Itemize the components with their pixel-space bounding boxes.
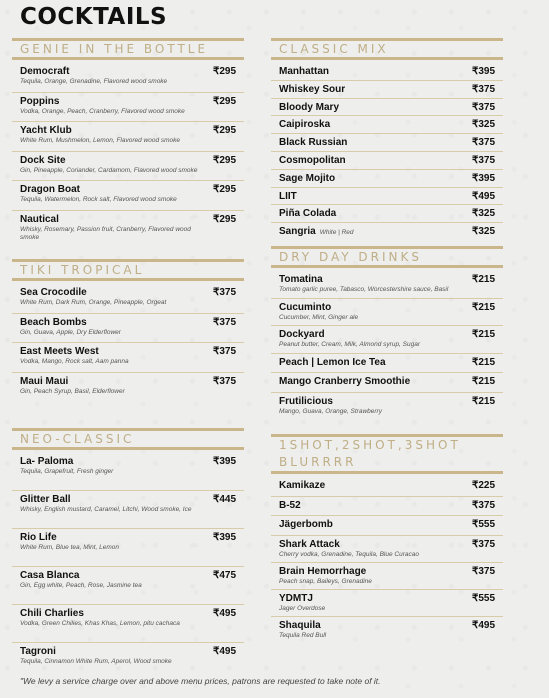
item-description: Cucumber, Mint, Ginger ale <box>279 313 359 321</box>
item-name: B-52 <box>279 499 301 511</box>
menu-item <box>271 223 503 241</box>
item-name: Maui Maui <box>20 375 69 387</box>
menu-item-row <box>20 607 236 620</box>
menu-item <box>271 299 503 327</box>
item-price: ₹375 <box>212 346 236 357</box>
item-price: ₹375 <box>471 137 495 149</box>
menu-item <box>271 152 503 170</box>
item-name: Tagroni <box>20 646 56 657</box>
menu-item <box>12 605 244 643</box>
item-name: LIIT <box>279 190 297 202</box>
item-price: ₹215 <box>471 329 495 340</box>
section-heading: 1SHOT,2SHOT,3SHOT BLURRRR <box>271 434 503 474</box>
item-name: Cosmopolitan <box>279 154 346 166</box>
item-price: ₹375 <box>471 154 495 166</box>
item-name: Whiskey Sour <box>279 83 346 95</box>
item-price: ₹375 <box>471 565 495 577</box>
menu-item-row <box>279 328 495 341</box>
menu-item <box>12 122 244 152</box>
menu-item-row <box>279 273 495 286</box>
menu-section-tiki <box>12 259 244 402</box>
menu-item-row <box>20 455 236 468</box>
item-description: Vodka, Mango, Rock salt, Aam panna <box>20 358 129 365</box>
item-name: La- Paloma <box>20 456 74 467</box>
section-heading: DRY DAY DRINKS <box>271 246 503 268</box>
item-price: ₹395 <box>471 172 495 184</box>
menu-section-classic <box>271 38 503 241</box>
item-description: Jager Overdose <box>279 604 326 612</box>
item-price: ₹375 <box>212 316 236 328</box>
item-price: ₹495 <box>471 619 495 631</box>
menu-item-row <box>279 101 495 114</box>
item-price: ₹375 <box>471 83 495 95</box>
item-name: Mango Cranberry Smoothie <box>279 376 411 387</box>
item-name: Rio Life <box>20 532 57 543</box>
menu-item-row <box>279 592 495 605</box>
menu-item-row <box>279 136 495 149</box>
menu-item <box>271 188 503 206</box>
menu-item-row <box>20 316 236 329</box>
menu-item <box>12 93 244 123</box>
item-name: Frutilicious <box>279 395 333 407</box>
menu-item <box>271 477 503 497</box>
item-name: Peach | Lemon Ice Tea <box>279 356 386 368</box>
item-name: Dragon Boat <box>20 184 80 195</box>
section-heading: TIKI TROPICAL <box>12 259 244 281</box>
menu-item <box>271 563 503 590</box>
menu-item <box>12 211 244 241</box>
item-name: Dock Site <box>20 154 66 166</box>
section-heading: CLASSIC MIX <box>271 38 503 60</box>
item-description: Gin, Guava, Apple, Dry Elderflower <box>20 328 121 336</box>
menu-section-genie <box>12 38 244 240</box>
item-price: ₹555 <box>471 519 495 530</box>
item-name: Jägerbomb <box>279 519 333 530</box>
item-price: ₹495 <box>212 646 236 657</box>
menu-section-shot <box>271 434 503 644</box>
menu-item-row <box>20 154 236 167</box>
item-description: Tequila, Orange, Grenadine, Flavored wood smoke <box>20 78 168 85</box>
menu-item-row <box>20 645 236 658</box>
service-charge-note: "We levy a service charge over and above menu prices, patrons are requested to take note of it. <box>20 676 381 686</box>
menu-item <box>12 284 244 314</box>
item-name: Shark Attack <box>279 538 340 550</box>
item-description: Gin, Pineapple, Coriander, Cardamom, Flavored wood smoke <box>20 166 198 174</box>
menu-item-row <box>279 538 495 551</box>
item-description: Tequila, Cinnamon White Rum, Aperol, Wood smoke <box>20 658 172 665</box>
item-name: Manhattan <box>279 66 329 77</box>
menu-item <box>271 116 503 134</box>
menu-item <box>12 373 244 403</box>
item-price: ₹295 <box>212 125 236 136</box>
item-name: Shaquila <box>279 619 321 631</box>
menu-item-row <box>279 565 495 578</box>
item-price: ₹495 <box>212 608 236 619</box>
item-name: East Meets West <box>20 346 99 357</box>
item-price: ₹325 <box>471 208 495 220</box>
menu-item <box>271 63 503 81</box>
menu-item <box>271 617 503 644</box>
item-price: ₹395 <box>212 532 236 543</box>
item-description: Peach snap, Baileys, Grenadine <box>279 577 372 585</box>
item-name: Sage Mojito <box>279 172 336 184</box>
menu-item-row <box>279 301 495 314</box>
item-price: ₹395 <box>471 66 495 77</box>
menu-item <box>271 354 503 374</box>
item-name: Piña Colada <box>279 208 337 220</box>
item-name: Dockyard <box>279 329 325 340</box>
menu-item-row <box>279 375 495 388</box>
item-name: Brain Hemorrhage <box>279 565 367 577</box>
menu-item-row <box>20 183 236 196</box>
item-name: Democraft <box>20 66 70 77</box>
menu-item-row <box>279 479 495 492</box>
item-variant: White | Red <box>319 229 354 237</box>
menu-item-row <box>279 518 495 531</box>
item-description: Tequila, Watermelon, Rock salt, Flavored wood smoke <box>20 196 177 203</box>
item-name: Glitter Ball <box>20 494 71 505</box>
item-name: Cucuminto <box>279 301 332 313</box>
item-price: ₹375 <box>212 375 236 387</box>
item-price: ₹375 <box>471 538 495 550</box>
menu-item-row <box>20 345 236 358</box>
menu-item-row <box>20 286 236 299</box>
menu-item-row <box>279 395 495 408</box>
menu-item <box>12 152 244 182</box>
item-price: ₹295 <box>212 184 236 195</box>
item-price: ₹395 <box>212 456 236 467</box>
item-description: Whisky, Rosemary, Passion fruit, Cranberry, Flavored wood smoke <box>20 225 191 241</box>
item-price: ₹295 <box>212 154 236 166</box>
menu-section-dry <box>271 246 503 420</box>
item-description: Mango, Guava, Orange, Strawberry <box>279 407 382 415</box>
item-price: ₹295 <box>212 213 236 225</box>
menu-item <box>12 314 244 344</box>
menu-section-neo <box>12 428 244 681</box>
menu-item-row <box>279 356 495 369</box>
item-description: Peanut butter, Cream, Milk, Almond syrup, Sugar <box>279 341 421 348</box>
menu-item <box>271 536 503 563</box>
item-description: Tequila Red Bull <box>279 631 327 639</box>
item-name: Sangria White | Red <box>279 226 354 238</box>
item-price: ₹215 <box>471 395 495 407</box>
item-price: ₹295 <box>212 66 236 77</box>
item-price: ₹325 <box>471 119 495 131</box>
menu-item <box>12 453 244 491</box>
menu-item <box>271 497 503 517</box>
menu-item-row <box>20 375 236 388</box>
section-heading: GENIE IN THE BOTTLE <box>12 38 244 60</box>
item-price: ₹475 <box>212 570 236 581</box>
page-title: COCKTAILS <box>20 4 168 30</box>
item-price: ₹225 <box>471 480 495 491</box>
item-name: Sea Crocodile <box>20 287 87 298</box>
item-price: ₹445 <box>212 494 236 505</box>
menu-item <box>271 393 503 421</box>
menu-item-row <box>20 569 236 582</box>
item-price: ₹495 <box>471 190 495 202</box>
menu-item-row <box>279 190 495 203</box>
menu-item <box>271 170 503 188</box>
item-price: ₹555 <box>471 592 495 604</box>
menu-item <box>271 81 503 99</box>
item-price: ₹215 <box>471 274 495 285</box>
menu-item-row <box>279 225 495 239</box>
menu-item-row <box>279 65 495 78</box>
menu-item <box>271 271 503 299</box>
item-description: Tomato garlic puree, Tabasco, Worcestershire sauce, Basil <box>279 286 449 293</box>
menu-item-row <box>20 95 236 108</box>
item-description: Cherry vodka, Grenadine, Tequila, Blue Curacao <box>279 550 419 558</box>
menu-item <box>12 491 244 529</box>
item-name: Yacht Klub <box>20 125 72 136</box>
item-description: White Rum, Mushmelon, Lemon, Flavored wood smoke <box>20 137 181 144</box>
item-name: Poppins <box>20 95 60 107</box>
item-name: Black Russian <box>279 137 348 149</box>
menu-item-row <box>279 207 495 220</box>
menu-item <box>12 181 244 211</box>
item-price: ₹215 <box>471 301 495 313</box>
menu-item <box>271 326 503 354</box>
menu-item <box>12 567 244 605</box>
item-name: Kamikaze <box>279 480 326 491</box>
menu-item <box>271 373 503 393</box>
item-name: Bloody Mary <box>279 101 340 113</box>
menu-item <box>271 590 503 617</box>
menu-item-row <box>20 65 236 78</box>
item-description: Gin, Peach Syrup, Basil, Elderflower <box>20 387 125 395</box>
item-description: Whisky, English mustard, Caramel, Litchi, Wood smoke, Ice <box>20 506 192 513</box>
item-description: Vodka, Green Chilies, Khas Khas, Lemon, pitu cachaca <box>20 620 180 627</box>
menu-item-row <box>279 154 495 167</box>
menu-item <box>271 99 503 117</box>
menu-item-row <box>279 619 495 632</box>
menu-item-row <box>279 499 495 512</box>
menu-item <box>12 529 244 567</box>
menu-item <box>271 516 503 536</box>
item-description: Vodka, Orange, Peach, Cranberry, Flavored wood smoke <box>20 107 185 115</box>
item-name: Caipiroska <box>279 119 331 131</box>
menu-item-row <box>279 118 495 131</box>
menu-item <box>12 343 244 373</box>
menu-item-row <box>279 83 495 96</box>
item-price: ₹375 <box>471 101 495 113</box>
item-price: ₹375 <box>471 499 495 511</box>
menu-item-row <box>20 493 236 506</box>
item-description: White Rum, Dark Rum, Orange, Pineapple, Orgeat <box>20 299 167 306</box>
item-name: Chili Charlies <box>20 608 84 619</box>
item-name: Beach Bombs <box>20 316 87 328</box>
item-price: ₹375 <box>212 287 236 298</box>
item-price: ₹215 <box>471 356 495 368</box>
item-description: White Rum, Blue tea, Mint, Lemon <box>20 544 119 551</box>
menu-item <box>271 134 503 152</box>
section-heading: NEO-CLASSIC <box>12 428 244 450</box>
item-price: ₹215 <box>471 376 495 387</box>
item-description: Tequila, Grapefruit, Fresh ginger <box>20 468 114 475</box>
menu-item <box>271 205 503 223</box>
item-name: Nautical <box>20 213 59 225</box>
menu-item-row <box>20 213 236 226</box>
menu-item-row <box>279 172 495 185</box>
item-description: Gin, Egg white, Peach, Rose, Jasmine tea <box>20 582 142 589</box>
item-price: ₹325 <box>471 226 495 238</box>
menu-item <box>12 63 244 93</box>
item-name: Casa Blanca <box>20 570 80 581</box>
item-name: YDMTJ <box>279 592 313 604</box>
menu-item-row <box>20 531 236 544</box>
menu-item-row <box>20 124 236 137</box>
item-price: ₹295 <box>212 95 236 107</box>
item-name: Tomatina <box>279 274 323 285</box>
